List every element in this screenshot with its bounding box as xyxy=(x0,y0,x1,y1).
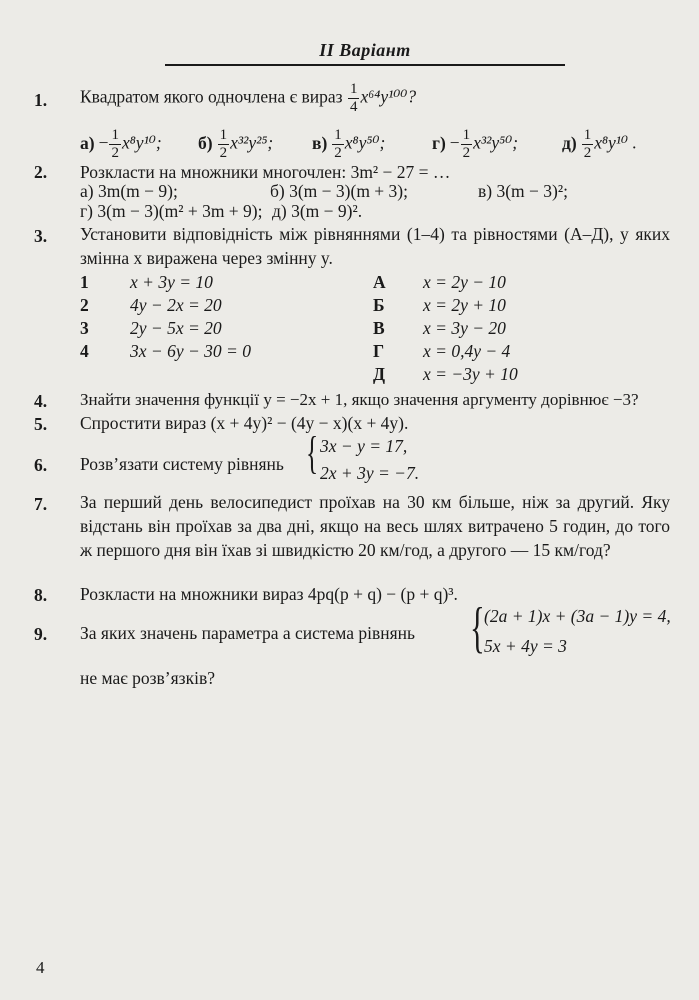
q3-right-d-letter: Г xyxy=(373,341,385,361)
question-7-text: За перший день велосипедист проїхав на 30 км більше, ніж за другий. Яку відстань він проїхав за два дні, якщо на весь шлях витрачено 5 годин, до того ж першого дня він їхав зі швидкістю 20 км/год, а другого — 15 км/год? xyxy=(80,492,670,560)
q3-right-b-equation: x = 2y + 10 xyxy=(423,295,506,315)
question-8-text: Розкласти на множники вираз 4pq(p + q) − (p + q)³. xyxy=(80,584,458,604)
q1-option-c: в) $\frac{1}{2}$ x⁸y⁵⁰; xyxy=(312,127,386,161)
question-8-number: 8. xyxy=(34,585,48,605)
question-7-number: 7. xyxy=(34,494,48,514)
question-1-text xyxy=(80,82,680,115)
question-9-tail: не має розв’язків? xyxy=(80,668,215,688)
q9-equation-1: (2a + 1)x + (3a − 1)y = 4, xyxy=(484,606,671,626)
q2-option-d: г) 3(m − 3)(m² + 3m + 9); xyxy=(80,201,263,221)
q1-option-b: б) $\frac{1}{2}$ x³²y²⁵; xyxy=(198,127,274,161)
page-number: 4 xyxy=(36,958,45,977)
q1-option-d: г) − $\frac{1}{2}$ x³²y⁵⁰; xyxy=(432,127,519,161)
question-1-fraction: $\frac{1}{4}$ xyxy=(349,81,358,115)
question-4-number: 4. xyxy=(34,391,48,411)
q9-equation-2: 5x + 4y = 3 xyxy=(484,636,567,656)
q2-option-c: в) 3(m − 3)²; xyxy=(478,181,568,201)
q3-right-a-letter: А xyxy=(373,272,386,292)
question-3-number: 3. xyxy=(34,226,48,246)
q3-right-c-letter: В xyxy=(373,318,385,338)
q3-left-1-equation: x + 3y = 10 xyxy=(130,272,213,292)
q2-option-b: б) 3(m − 3)(m + 3); xyxy=(270,181,408,201)
q3-left-4-number: 4 xyxy=(80,341,89,361)
q6-equation-1: 3x − y = 17, xyxy=(320,436,408,456)
q3-right-b-letter: Б xyxy=(373,295,385,315)
question-3-text: Установити відповідність між рівняннями (1–4) та рівностями (А–Д), у яких змінна x виражена через змінну y. xyxy=(80,224,670,268)
q6-system-brace: { xyxy=(306,427,319,478)
question-1-expression: x⁶⁴y¹⁰⁰? xyxy=(360,86,417,107)
question-9-number: 9. xyxy=(34,624,48,644)
q3-left-3-equation: 2y − 5x = 20 xyxy=(130,318,222,338)
q6-equation-2: 2x + 3y = −7. xyxy=(320,463,420,483)
q3-right-c-equation: x = 3y − 20 xyxy=(423,318,506,338)
question-5-number: 5. xyxy=(34,414,48,434)
q3-left-4-equation: 3x − 6y − 30 = 0 xyxy=(130,341,251,361)
q3-right-a-equation: x = 2y − 10 xyxy=(423,272,506,292)
question-2-text: Розкласти на множники многочлен: 3m² − 27 = … xyxy=(80,162,451,182)
q2-option-e: д) 3(m − 9)². xyxy=(272,201,363,221)
q1-option-e: д) $\frac{1}{2}$ x⁸y¹⁰ . xyxy=(562,127,637,161)
question-9-text: За яких значень параметра a система рівнянь xyxy=(80,623,416,643)
question-1-prompt: Квадратом якого одночлена є вираз xyxy=(80,86,343,107)
q2-option-a: а) 3m(m − 9); xyxy=(80,181,178,201)
variant-title: II Варіант xyxy=(319,40,411,60)
q3-right-e-letter: Д xyxy=(373,364,386,384)
q3-left-2-number: 2 xyxy=(80,295,89,315)
variant-header xyxy=(165,40,565,66)
question-1-number: 1. xyxy=(34,90,48,110)
question-6-number: 6. xyxy=(34,455,48,475)
question-4-text: Знайти значення функції y = −2x + 1, якщо значення аргументу дорівнює −3? xyxy=(80,390,639,409)
question-5-text: Спростити вираз (x + 4y)² − (4y − x)(x + 4y). xyxy=(80,413,409,433)
q3-left-2-equation: 4y − 2x = 20 xyxy=(130,295,222,315)
q9-system-brace: { xyxy=(470,597,485,659)
question-2-number: 2. xyxy=(34,162,48,182)
q3-left-3-number: 3 xyxy=(80,318,89,338)
q1-option-a: а) − $\frac{1}{2}$ x⁸y¹⁰; xyxy=(80,127,162,161)
question-6-text: Розв’язати систему рівнянь xyxy=(80,454,284,474)
q3-right-e-equation: x = −3y + 10 xyxy=(423,364,518,384)
q3-right-d-equation: x = 0,4y − 4 xyxy=(423,341,511,361)
q3-left-1-number: 1 xyxy=(80,272,89,292)
